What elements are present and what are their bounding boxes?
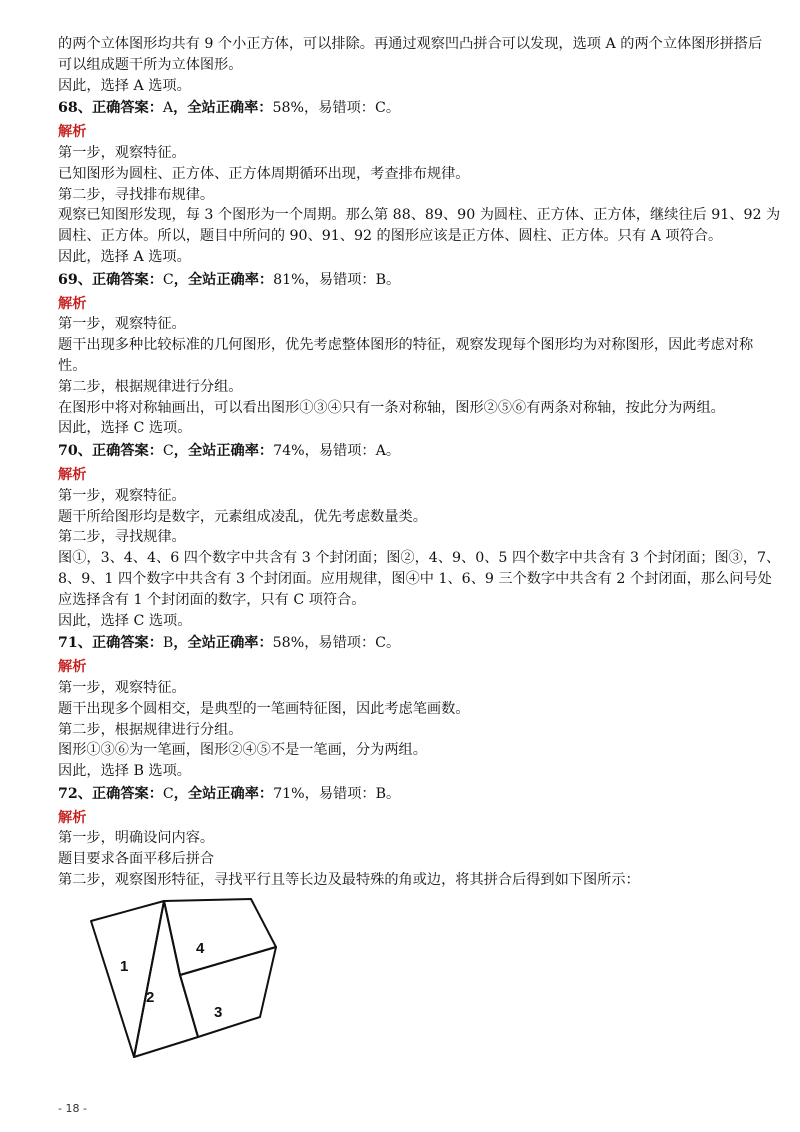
answer-line-70 xyxy=(58,441,758,462)
analysis-line: 第一步，观察特征。 xyxy=(58,487,186,504)
piece-label-2: 2 xyxy=(146,988,155,1006)
analysis-line: 因此，选择 C 选项。 xyxy=(58,612,192,629)
piece-1-shape xyxy=(91,901,164,1057)
wrong-label: ，易错项： xyxy=(304,635,376,652)
answer-value: C xyxy=(162,785,174,802)
answer-value: B xyxy=(162,635,174,652)
analysis-heading: 解析 xyxy=(58,295,87,312)
analysis-line: 应选择含有 1 个封闭面的数字，只有 C 项符合。 xyxy=(58,591,366,608)
analysis-line: 已知图形为圆柱、正方体、正方体周期循环出现，考查排布规律。 xyxy=(58,165,470,182)
analysis-line: 第二步，观察图形特征，寻找平行且等长边及最特殊的角或边，将其拼合后得到如下图所示： xyxy=(58,872,640,889)
wrong-value: B。 xyxy=(375,271,401,288)
wrong-value: B。 xyxy=(375,785,401,802)
answer-value: A xyxy=(162,100,174,117)
rate-label: ，全站正确率： xyxy=(173,100,273,117)
intro-line: 的两个立体图形均共有 9 个小正方体，可以排除。再通过观察凹凸拼合可以发现，选项 A 的两个立体图形拼搭后 xyxy=(58,36,763,52)
question-number: 68、 xyxy=(58,100,92,117)
page-content xyxy=(58,34,781,1067)
page-number: - 18 - xyxy=(58,1102,87,1115)
analysis-line: 第二步，寻找排布规律。 xyxy=(58,186,215,203)
analysis-line: 图形①③⑥为一笔画，图形②④⑤不是一笔画，分为两组。 xyxy=(58,742,427,759)
wrong-label: ，易错项： xyxy=(304,100,375,117)
analysis-line: 8、9、1 四个数字中共含有 3 个封闭面。应用规律，图④中 1、6、9 三个数字中共含有 2 个封闭面，那么问号处 xyxy=(58,570,772,587)
rate-label: ，全站正确率： xyxy=(173,635,273,652)
rate-value: 74% xyxy=(273,443,305,460)
analysis-line: 性。 xyxy=(58,357,87,374)
analysis-heading: 解析 xyxy=(58,124,87,141)
analysis-line: 第一步，观察特征。 xyxy=(58,144,186,161)
answer-label: 正确答案： xyxy=(91,271,163,288)
wrong-value: C。 xyxy=(375,635,401,652)
wrong-value: C。 xyxy=(374,100,401,117)
analysis-line: 题干出现多个圆相交，是典型的一笔画特征图，因此考虑笔画数。 xyxy=(58,700,470,717)
answer-line-72 xyxy=(58,784,758,805)
analysis-line: 观察已知图形发现，每 3 个图形为一个周期。那么第 88、89、90 为圆柱、正方体、正方体，继续往后 91、92 为 xyxy=(58,207,781,224)
analysis-line: 图①，3、4、4、6 四个数字中共含有 3 个封闭面；图②，4、9、0、5 四个数字中共含有 3 个封闭面；图③，7、 xyxy=(58,550,781,567)
answer-line-71 xyxy=(58,633,758,654)
analysis-line: 题目要求各面平移后拼合 xyxy=(58,851,215,868)
answer-label: 正确答案： xyxy=(91,785,163,802)
rate-label: ，全站正确率： xyxy=(173,271,274,288)
question-number: 70、 xyxy=(58,443,92,460)
analysis-line: 因此，选择 C 选项。 xyxy=(58,420,192,437)
answer-line-68 xyxy=(58,98,758,119)
rate-label: ，全站正确率： xyxy=(173,785,274,802)
answer-label: 正确答案： xyxy=(91,100,163,117)
rate-value: 71% xyxy=(273,785,305,802)
answer-label: 正确答案： xyxy=(91,443,163,460)
piece-3-shape xyxy=(180,947,276,1037)
intro-conclusion: 因此，选择 A 选项。 xyxy=(58,77,191,94)
piece-2-shape xyxy=(134,901,198,1057)
analysis-line: 在图形中将对称轴画出，可以看出图形①③④只有一条对称轴，图形②⑤⑥有两条对称轴，按此分为两组。 xyxy=(58,399,725,416)
analysis-line: 第二步，寻找规律。 xyxy=(58,529,186,546)
analysis-line: 第一步，明确设问内容。 xyxy=(58,830,215,847)
rate-value: 81% xyxy=(273,271,305,288)
analysis-heading: 解析 xyxy=(58,659,87,676)
analysis-line: 因此，选择 B 选项。 xyxy=(58,763,191,780)
piece-label-4: 4 xyxy=(196,939,205,957)
analysis-line: 第二步，根据规律进行分组。 xyxy=(58,721,243,738)
answer-label: 正确答案： xyxy=(91,635,163,652)
rate-value: 58% xyxy=(272,100,305,117)
piece-label-1: 1 xyxy=(120,957,129,975)
analysis-line: 第二步，根据规律进行分组。 xyxy=(58,378,243,395)
answer-value: C xyxy=(162,271,174,288)
assembled-figure xyxy=(58,897,358,1067)
answer-line-69 xyxy=(58,270,758,291)
analysis-line: 因此，选择 A 选项。 xyxy=(58,248,191,265)
analysis-heading: 解析 xyxy=(58,809,87,826)
wrong-label: ，易错项： xyxy=(304,785,376,802)
question-number: 72、 xyxy=(58,785,92,802)
rate-label: ，全站正确率： xyxy=(173,443,274,460)
question-number: 71、 xyxy=(58,635,92,652)
analysis-line: 题干出现多种比较标准的几何图形，优先考虑整体图形的特征，观察发现每个图形均为对称图形，因此考虑对称 xyxy=(58,337,754,354)
wrong-label: ，易错项： xyxy=(304,443,376,460)
wrong-value: A。 xyxy=(375,443,401,460)
analysis-line: 题干所给图形均是数字，元素组成凌乱，优先考虑数量类。 xyxy=(58,508,427,525)
wrong-label: ，易错项： xyxy=(304,271,376,288)
analysis-heading: 解析 xyxy=(58,466,87,483)
analysis-line: 第一步，观察特征。 xyxy=(58,316,186,333)
intro-line: 可以组成题干所为立体图形。 xyxy=(58,56,243,73)
question-number: 69、 xyxy=(58,271,92,288)
assembled-figure-drawing xyxy=(58,897,358,1067)
analysis-line: 圆柱、正方体。所以，题目中所问的 90、91、92 的图形应该是正方体、圆柱、正方体。只有 A 项符合。 xyxy=(58,228,723,245)
piece-label-3: 3 xyxy=(214,1003,223,1021)
analysis-line: 第一步，观察特征。 xyxy=(58,679,186,696)
rate-value: 58% xyxy=(272,635,305,652)
answer-value: C xyxy=(162,443,174,460)
